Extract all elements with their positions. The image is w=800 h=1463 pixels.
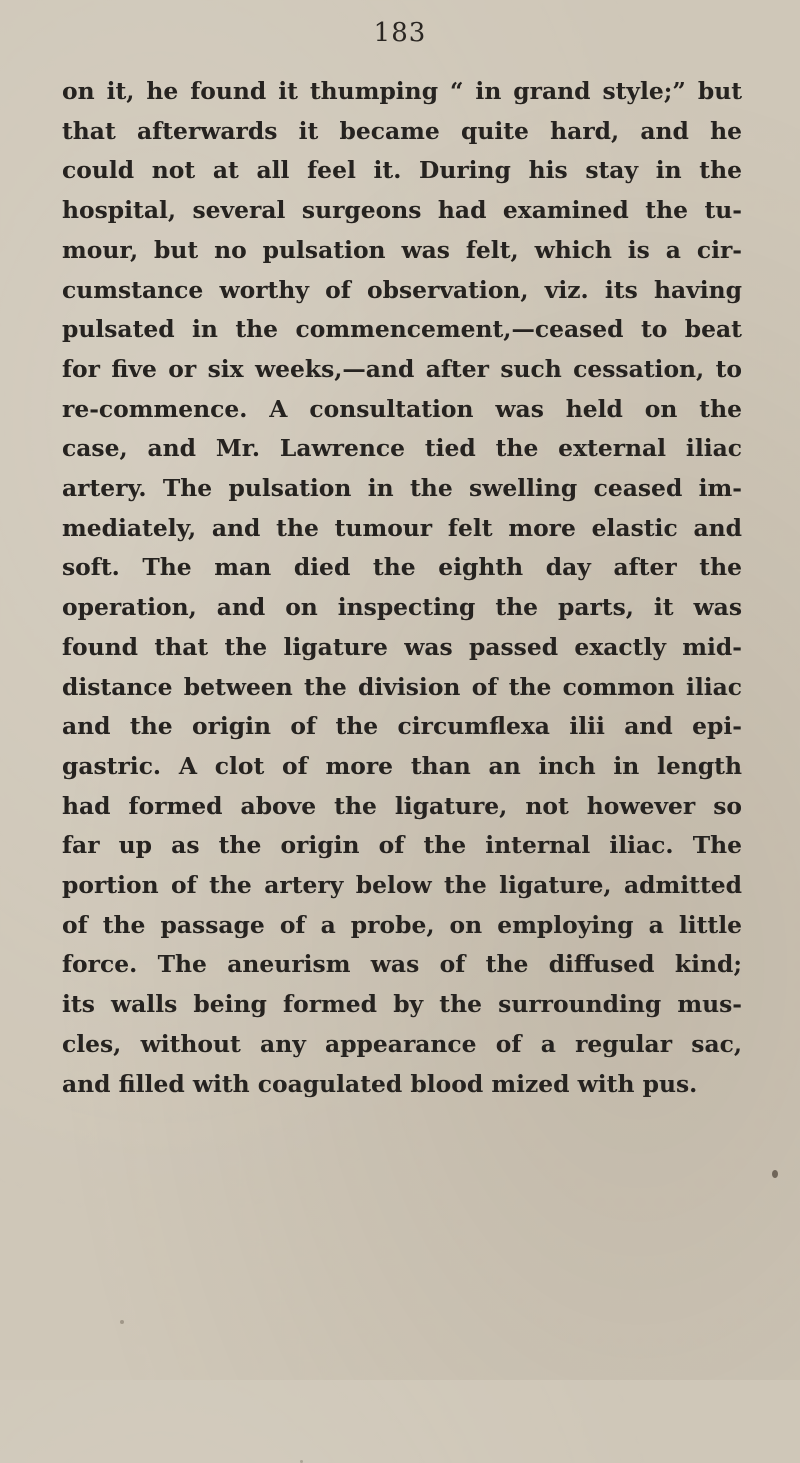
text-line: far up as the origin of the internal iliac. The bbox=[62, 831, 742, 860]
text-line: and the origin of the circumflexa ilii and epi- bbox=[62, 712, 742, 741]
text-line: cles, without any appearance of a regular sac, bbox=[62, 1029, 742, 1058]
text-line: had formed above the ligature, not however so bbox=[62, 791, 742, 820]
body-text bbox=[62, 72, 742, 1104]
text-line: portion of the artery below the ligature, admitted bbox=[62, 871, 742, 900]
text-line: distance between the division of the common iliac bbox=[62, 672, 742, 701]
page-number: 183 bbox=[373, 18, 427, 48]
text-line: re-commence. A consultation was held on the bbox=[62, 394, 742, 423]
text-line: on it, he found it thumping “ in grand style;” but bbox=[62, 77, 742, 105]
text-line: soft. The man died the eighth day after the bbox=[62, 553, 742, 582]
text-line: could not at all feel it. During his stay in the bbox=[62, 156, 742, 185]
text-line: for five or six weeks,—and after such cessation, to bbox=[62, 354, 742, 383]
text-line: operation, and on inspecting the parts, it was bbox=[62, 593, 742, 622]
paper-speck bbox=[120, 1320, 124, 1324]
text-line: that afterwards it became quite hard, and he bbox=[62, 116, 742, 145]
text-line: case, and Mr. Lawrence tied the external iliac bbox=[62, 434, 742, 463]
text-line: and filled with coagulated blood mized with pus. bbox=[62, 1069, 698, 1098]
paper-speck bbox=[772, 1170, 778, 1178]
text-line: mediately, and the tumour felt more elastic and bbox=[62, 513, 742, 542]
text-line: cumstance worthy of observation, viz. its having bbox=[62, 275, 742, 304]
text-line: mour, but no pulsation was felt, which is a cir- bbox=[62, 235, 742, 264]
text-line: hospital, several surgeons had examined the tu- bbox=[62, 196, 742, 225]
text-line: its walls being formed by the surrounding mus- bbox=[62, 990, 742, 1019]
text-line: gastric. A clot of more than an inch in length bbox=[62, 751, 742, 780]
text-line: found that the ligature was passed exactly mid- bbox=[62, 632, 742, 661]
text-line: artery. The pulsation in the swelling ceased im- bbox=[62, 474, 742, 503]
text-line: force. The aneurism was of the diffused kind; bbox=[62, 950, 742, 979]
text-line: of the passage of a probe, on employing a little bbox=[62, 910, 742, 939]
text-line: pulsated in the commencement,—ceased to beat bbox=[62, 315, 742, 344]
